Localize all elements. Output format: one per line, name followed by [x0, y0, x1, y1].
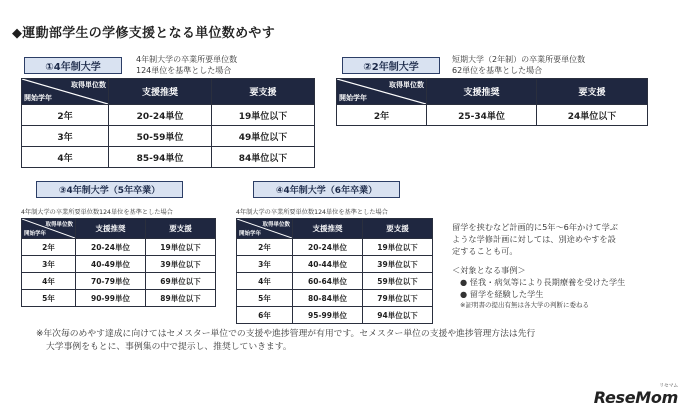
corner-year-label: 開始学年: [239, 231, 262, 237]
badge-4year-5grad: ③4年制大学（5年卒業）: [36, 181, 183, 198]
footer-line-1: ※年次毎のめやす達成に向けてはセメスター単位での支援や進捗管理が有用です。セメスター単位の支援や進捗管理方法は先行: [36, 329, 536, 339]
cell-rec: 25-34単位: [427, 105, 537, 126]
cell-need: 89単位以下: [146, 290, 216, 307]
t1-note: [136, 54, 237, 76]
cell-need: 49単位以下: [212, 126, 315, 147]
cell-year: 4年: [22, 273, 76, 290]
col-required: 要支援: [537, 79, 648, 105]
footer-note: [36, 328, 535, 354]
cell-rec: 40-44単位: [293, 256, 363, 273]
side-line-2: ような学修計画に対しては、別途めやすを設: [452, 234, 616, 244]
cell-year: 2年: [22, 239, 76, 256]
page-title: ◆運動部学生の学修支援となる単位数めやす: [12, 26, 275, 41]
side-line-1: 留学を挟むなど計画的に5年〜6年かけて学ぶ: [452, 222, 618, 232]
footer-line-2: 大学事例をもとに、事例集の中で提示し、推奨していきます。: [46, 342, 292, 352]
bullet-icon: ●: [460, 289, 470, 299]
cell-need: 94単位以下: [363, 307, 433, 324]
logo-kana: リセマム: [659, 383, 678, 389]
corner-credits-label: 取得単位数: [389, 81, 424, 89]
side-item-1-text: 怪我・病気等により長期療養を受けた学生: [469, 277, 626, 287]
cell-rec: 20-24単位: [293, 239, 363, 256]
cell-rec: 50-59単位: [109, 126, 212, 147]
cell-need: 24単位以下: [537, 105, 648, 126]
corner-credits-label: 取得単位数: [262, 222, 290, 228]
col-recommended: 支援推奨: [293, 219, 363, 239]
side-heading: ＜対象となる事例＞: [452, 265, 526, 275]
cell-rec: 95-99単位: [293, 307, 363, 324]
table-row: [22, 147, 315, 168]
col-recommended: 支援推奨: [109, 79, 212, 105]
corner-header: [22, 219, 76, 239]
corner-credits-label: 取得単位数: [71, 81, 106, 89]
resemom-logo: [593, 383, 678, 407]
badge-4year-6grad: ④4年制大学（6年卒業）: [253, 181, 400, 198]
cell-year: 6年: [237, 307, 293, 324]
table-row: [22, 273, 216, 290]
cell-year: 3年: [22, 126, 109, 147]
col-required: 要支援: [212, 79, 315, 105]
cell-need: 84単位以下: [212, 147, 315, 168]
t1-note-line2: 124単位を基準とした場合: [136, 66, 232, 75]
side-item-2: [452, 288, 625, 300]
col-recommended: 支援推奨: [76, 219, 146, 239]
cell-year: 2年: [237, 239, 293, 256]
cell-rec: 70-79単位: [76, 273, 146, 290]
cell-need: 19単位以下: [212, 105, 315, 126]
side-item-1: [452, 276, 625, 288]
table-row: [22, 256, 216, 273]
cell-need: 19単位以下: [146, 239, 216, 256]
bullet-icon: ●: [460, 277, 470, 287]
cell-need: 39単位以下: [146, 256, 216, 273]
cell-rec: 20-24単位: [109, 105, 212, 126]
table-2year: [336, 78, 648, 126]
logo-text: ReseMom: [593, 388, 678, 407]
table-row: [237, 307, 433, 324]
cell-need: 79単位以下: [363, 290, 433, 307]
t2-note-line1: 短期大学（2年制）の卒業所要単位数: [452, 55, 586, 64]
corner-year-label: 開始学年: [24, 94, 52, 102]
table-row: [237, 290, 433, 307]
cell-need: 19単位以下: [363, 239, 433, 256]
cell-year: 2年: [22, 105, 109, 126]
corner-credits-label: 取得単位数: [45, 222, 73, 228]
cell-rec: 20-24単位: [76, 239, 146, 256]
cell-year: 3年: [237, 256, 293, 273]
cell-rec: 85-94単位: [109, 147, 212, 168]
cell-year: 2年: [337, 105, 427, 126]
cell-year: 5年: [237, 290, 293, 307]
corner-header: [337, 79, 427, 105]
table-row: [337, 105, 648, 126]
t2-note-line2: 62単位を基準とした場合: [452, 66, 543, 75]
cell-need: 39単位以下: [363, 256, 433, 273]
t2-note: [452, 54, 585, 76]
col-required: 要支援: [363, 219, 433, 239]
cell-rec: 90-99単位: [76, 290, 146, 307]
side-item-2-text: 留学を経験した学生: [469, 289, 544, 299]
cell-year: 3年: [22, 256, 76, 273]
corner-year-label: 開始学年: [24, 231, 47, 237]
cell-year: 5年: [22, 290, 76, 307]
cell-year: 4年: [22, 147, 109, 168]
t4-note: 4年制大学の卒業所要単位数124単位を基準とした場合: [236, 209, 388, 216]
table-4year-6grad: [236, 218, 433, 324]
side-line-3: 定することも可。: [452, 246, 518, 256]
cell-need: 59単位以下: [363, 273, 433, 290]
cell-rec: 40-49単位: [76, 256, 146, 273]
table-4year: [21, 78, 315, 168]
badge-4year: ①4年制大学: [24, 57, 122, 74]
corner-year-label: 開始学年: [339, 94, 367, 102]
col-required: 要支援: [146, 219, 216, 239]
table-4year-5grad: [21, 218, 216, 307]
cell-year: 4年: [237, 273, 293, 290]
table-row: [237, 273, 433, 290]
cell-rec: 60-64単位: [293, 273, 363, 290]
badge-2year: ②2年制大学: [342, 57, 440, 74]
table-row: [22, 290, 216, 307]
cell-rec: 80-84単位: [293, 290, 363, 307]
side-notes: [452, 221, 625, 310]
table-row: [237, 256, 433, 273]
t3-note: 4年制大学の卒業所要単位数124単位を基準とした場合: [21, 209, 173, 216]
col-recommended: 支援推奨: [427, 79, 537, 105]
corner-header: [22, 79, 109, 105]
corner-header: [237, 219, 293, 239]
side-small-note: ※証明書の提出有無は各大学の判断に委ねる: [460, 301, 589, 309]
table-row: [22, 126, 315, 147]
cell-need: 69単位以下: [146, 273, 216, 290]
table-row: [22, 105, 315, 126]
table-row: [237, 239, 433, 256]
table-row: [22, 239, 216, 256]
t1-note-line1: 4年制大学の卒業所要単位数: [136, 55, 238, 64]
